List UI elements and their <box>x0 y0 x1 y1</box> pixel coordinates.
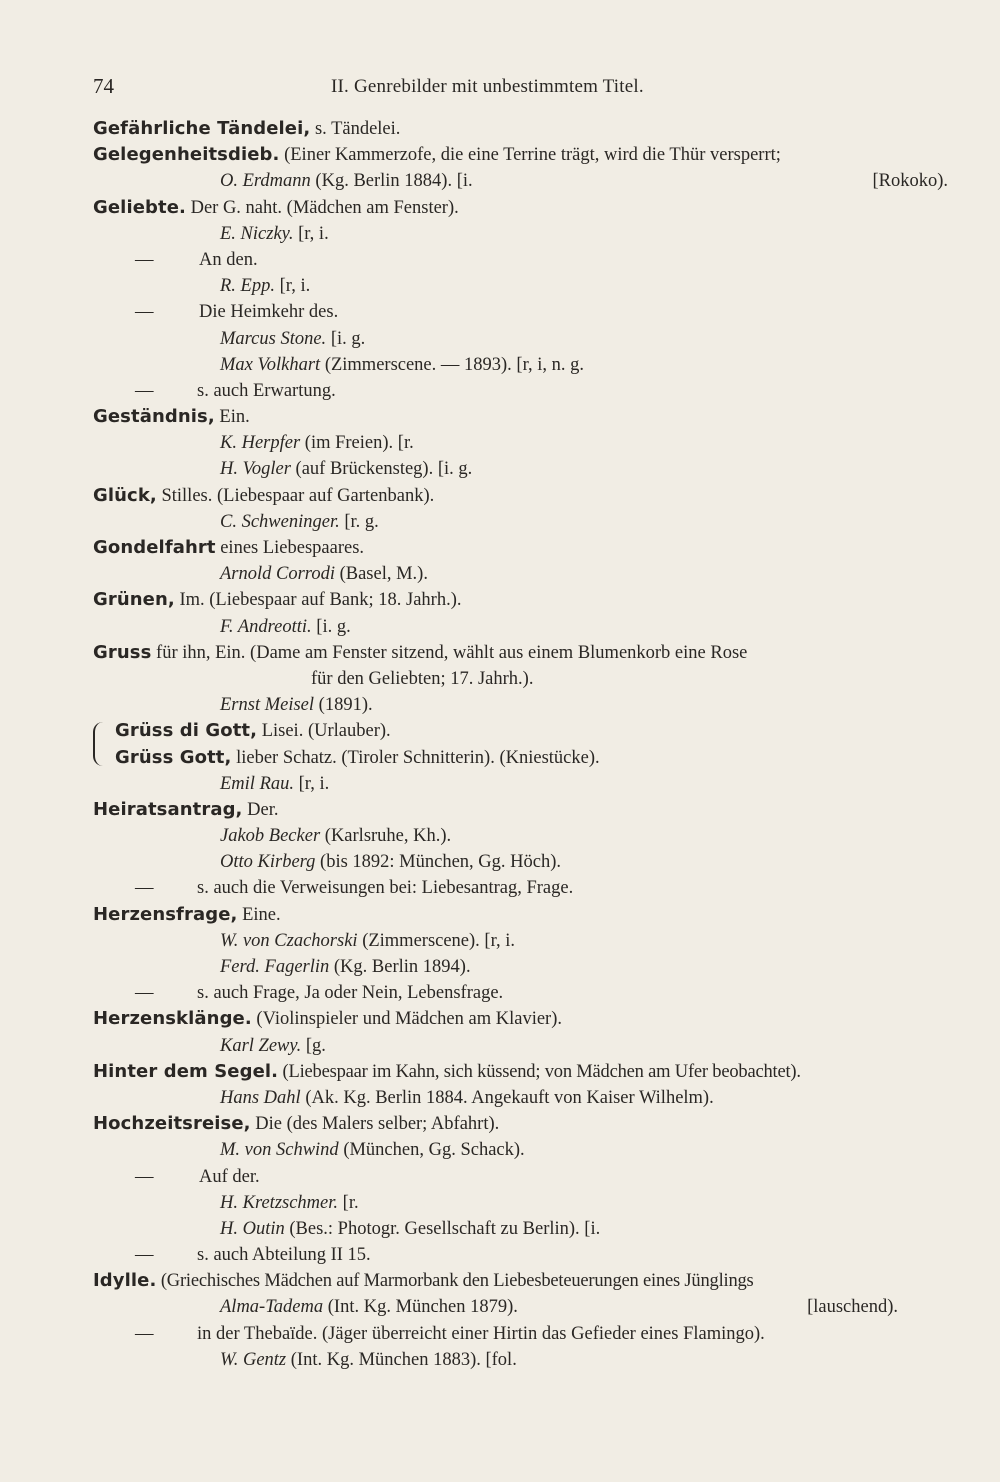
artist-line <box>93 1294 948 1320</box>
subentry-text: s. auch Erwartung. <box>197 380 336 401</box>
entry-text: Ein. <box>214 407 250 428</box>
artist-name: Jakob Becker <box>220 826 321 847</box>
repeat-dash: — <box>135 1166 154 1187</box>
subentry-line <box>93 247 948 273</box>
headword: Herzensklänge. <box>93 1008 252 1030</box>
subentry-text: Auf der. <box>199 1166 260 1187</box>
artist-line <box>93 928 948 954</box>
artist-line <box>93 1190 948 1216</box>
subentry-line <box>93 980 948 1006</box>
artist-line <box>93 561 948 587</box>
index-entry-line <box>93 745 948 771</box>
artist-name: W. von Czachorski <box>220 930 358 951</box>
artist-name: F. Andreotti. <box>220 616 312 637</box>
artist-line <box>93 456 948 482</box>
artist-name: Marcus Stone. <box>220 328 327 349</box>
entry-text: lieber Schatz. (Tiroler Schnitterin). (Kniestücke). <box>231 747 600 768</box>
artist-line <box>93 509 948 535</box>
artist-name: C. Schweninger. <box>220 511 340 532</box>
subentry-line <box>93 1164 948 1190</box>
artist-line <box>93 1085 948 1111</box>
artist-line <box>93 1137 948 1163</box>
page-number: 74 <box>93 74 114 98</box>
index-entry-line <box>93 404 948 430</box>
artist-line <box>93 352 948 378</box>
artist-line <box>93 823 948 849</box>
index-entry-line <box>93 1006 948 1032</box>
subentry-line <box>93 299 948 325</box>
artist-detail: (München, Gg. Schack). <box>338 1140 525 1161</box>
repeat-dash: — <box>135 1323 154 1344</box>
artist-detail: [i. g. <box>311 616 351 637</box>
artist-detail: [r. g. <box>339 511 379 532</box>
entry-text: Stilles. (Liebespaar auf Gartenbank). <box>156 485 435 506</box>
entry-text: Die (des Malers selber; Abfahrt). <box>250 1114 500 1135</box>
entry-text: Eine. <box>237 904 281 925</box>
artist-line <box>93 849 948 875</box>
artist-detail: [i. g. <box>326 328 366 349</box>
index-entry-line <box>93 195 948 221</box>
subentry-text: Die Heimkehr des. <box>199 302 339 323</box>
artist-name: H. Kretzschmer. <box>220 1192 339 1213</box>
artist-line <box>93 273 948 299</box>
repeat-dash: — <box>135 302 154 323</box>
artist-name: Alma-Tadema <box>220 1297 324 1318</box>
index-entry-line <box>93 116 948 142</box>
subentry-line <box>93 1242 948 1268</box>
repeat-dash: — <box>135 380 154 401</box>
artist-detail: (im Freien). [r. <box>300 433 414 454</box>
artist-detail: (Kg. Berlin 1884). [i. <box>310 171 473 192</box>
subentry-text: s. auch Abteilung II 15. <box>197 1245 371 1266</box>
subentry-line <box>93 1321 948 1347</box>
artist-detail: (Bes.: Photogr. Gesellschaft zu Berlin). [i. <box>284 1218 601 1239</box>
headword: Grüss di Gott, <box>115 720 258 742</box>
subentry-line <box>93 875 948 901</box>
artist-name: H. Vogler <box>220 459 291 480</box>
artist-detail: (1891). <box>314 695 373 716</box>
headword: Gefährliche Tändelei, <box>93 118 311 139</box>
headword: Geständnis, <box>93 406 215 428</box>
headword: Hochzeitsreise, <box>93 1113 251 1135</box>
artist-line <box>93 326 948 352</box>
continuation-fragment: [lauschend). <box>807 1297 898 1318</box>
headword: Hinter dem Segel. <box>93 1060 279 1082</box>
artist-line <box>93 221 948 247</box>
subentry-text: s. auch die Verweisungen bei: Liebesantrag, Frage. <box>197 878 574 899</box>
entry-text: (Einer Kammerzofe, die eine Terrine trägt, wird die Thür versperrt; <box>279 145 781 166</box>
entry-text: (Griechisches Mädchen auf Marmorbank den Liebesbeteuerungen eines Jünglings <box>156 1271 754 1292</box>
headword: Glück, <box>93 484 157 506</box>
entry-text: s. Tändelei. <box>310 119 401 139</box>
artist-detail: [r. <box>338 1192 359 1213</box>
artist-line <box>93 771 948 797</box>
artist-name: Karl Zewy. <box>220 1035 302 1056</box>
repeat-dash: — <box>135 249 154 270</box>
artist-line <box>93 954 948 980</box>
artist-name: W. Gentz <box>220 1349 287 1370</box>
index-entry-line <box>93 718 948 744</box>
headword: Geliebte. <box>93 196 186 218</box>
subentry-line <box>93 378 948 404</box>
artist-name: M. von Schwind <box>220 1140 339 1161</box>
entry-text: Der G. naht. (Mädchen am Fenster). <box>185 197 459 218</box>
artist-detail: [r, i. <box>274 276 311 297</box>
artist-detail: (auf Brückensteg). [i. g. <box>290 459 473 480</box>
headword: Grünen, <box>93 589 175 611</box>
artist-name: R. Epp. <box>220 276 275 297</box>
entry-text: Der. <box>242 799 279 820</box>
index-entry-line <box>93 1111 948 1137</box>
headword: Heiratsantrag, <box>93 798 243 820</box>
artist-detail: [r, i. <box>293 223 329 244</box>
artist-detail: (bis 1892: München, Gg. Höch). <box>315 852 562 873</box>
entry-text: Lisei. (Urlauber). <box>257 721 391 742</box>
entry-text: Im. (Liebespaar auf Bank; 18. Jahrh.). <box>174 590 462 611</box>
artist-line <box>93 1033 948 1059</box>
artist-name: E. Niczky. <box>220 223 294 244</box>
running-title: II. Genrebilder mit unbestimmtem Titel. <box>331 76 644 97</box>
page-header <box>93 74 948 104</box>
continuation-fragment: [Rokoko). <box>872 171 948 192</box>
artist-name: H. Outin <box>220 1218 285 1239</box>
artist-detail: (Ak. Kg. Berlin 1884. Angekauft von Kaiser Wilhelm). <box>300 1087 714 1108</box>
entry-text: (Liebespaar im Kahn, sich küssend; von Mädchen am Ufer beobachtet). <box>278 1061 801 1082</box>
headword: Herzensfrage, <box>93 903 238 925</box>
index-entry-line <box>93 483 948 509</box>
artist-name: Emil Rau. <box>220 773 294 794</box>
artist-line <box>93 430 948 456</box>
index-entry-line <box>93 640 948 666</box>
artist-detail: (Basel, M.). <box>334 564 428 585</box>
artist-name: Ernst Meisel <box>220 695 315 716</box>
entry-text: eines Liebespaares. <box>215 538 365 558</box>
subentry-text: in der Thebaïde. (Jäger überreicht einer Hirtin das Gefieder eines Flamingo). <box>197 1323 765 1344</box>
entry-text: (Violinspieler und Mädchen am Klavier). <box>251 1009 563 1030</box>
artist-detail: (Int. Kg. München 1879). <box>323 1297 518 1318</box>
index-entry-line <box>93 535 948 561</box>
headword: Grüss Gott, <box>115 746 232 768</box>
index-entry-line <box>93 797 948 823</box>
index-entry-line <box>93 142 948 168</box>
entry-text: für ihn, Ein. (Dame am Fenster sitzend, wählt aus einem Blumenkorb eine Rose <box>151 642 748 663</box>
repeat-dash: — <box>135 1245 154 1266</box>
artist-detail: [r, i. <box>294 773 330 794</box>
artist-line <box>93 614 948 640</box>
brace-group <box>93 718 948 770</box>
artist-detail: (Karlsruhe, Kh.). <box>320 826 452 847</box>
artist-name: Otto Kirberg <box>220 852 316 873</box>
repeat-dash: — <box>135 983 154 1004</box>
artist-line <box>93 692 948 718</box>
artist-line <box>93 1347 948 1373</box>
artist-name: O. Erdmann <box>220 171 311 192</box>
artist-name: K. Herpfer <box>220 433 301 454</box>
headword: Gelegenheitsdieb. <box>93 144 280 166</box>
continuation-line <box>93 666 948 692</box>
artist-name: Ferd. Fagerlin <box>220 957 330 977</box>
index-entry-line <box>93 587 948 613</box>
continuation-text: für den Geliebten; 17. Jahrh.). <box>311 668 534 689</box>
index-entry-line <box>93 902 948 928</box>
artist-line <box>93 1216 948 1242</box>
headword: Gondelfahrt <box>93 537 216 558</box>
headword: Gruss <box>93 641 152 663</box>
artist-name: Max Volkhart <box>220 354 321 375</box>
index-entry-line <box>93 1268 948 1294</box>
repeat-dash: — <box>135 878 154 899</box>
index-entries <box>93 116 948 1373</box>
artist-detail: (Int. Kg. München 1883). [fol. <box>286 1349 517 1370</box>
headword: Idylle. <box>93 1270 157 1292</box>
artist-detail: (Zimmerscene). [r, i. <box>357 930 516 951</box>
artist-detail: [g. <box>301 1035 326 1056</box>
artist-line <box>93 168 948 194</box>
subentry-text: An den. <box>199 249 258 270</box>
index-entry-line <box>93 1059 948 1085</box>
subentry-text: s. auch Frage, Ja oder Nein, Lebensfrage. <box>197 983 504 1004</box>
artist-name: Arnold Corrodi <box>220 564 335 585</box>
artist-detail: (Kg. Berlin 1894). <box>329 957 471 977</box>
artist-detail: (Zimmerscene. — 1893). [r, i, n. g. <box>320 354 585 375</box>
artist-name: Hans Dahl <box>220 1087 301 1108</box>
